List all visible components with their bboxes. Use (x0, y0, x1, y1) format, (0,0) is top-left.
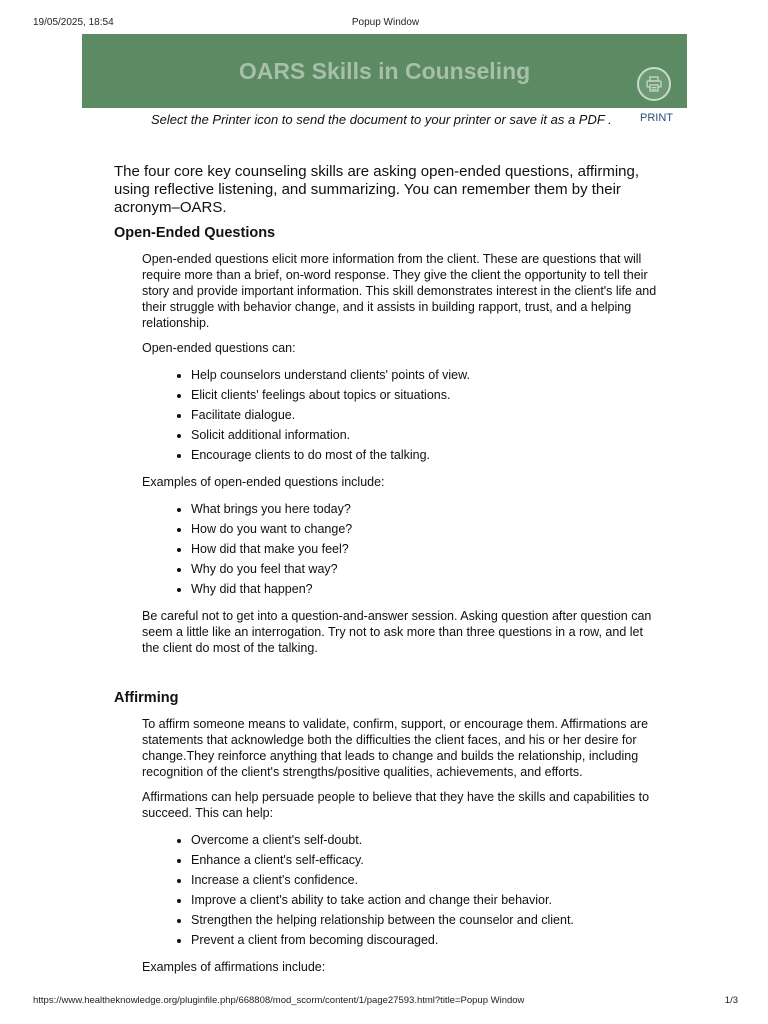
paragraph: Examples of affirmations include: (142, 960, 326, 974)
paragraph: Affirmations can help persuade people to believe that they have the skills and capabilities to succeed. This can help: (142, 790, 650, 820)
page-title: OARS Skills in Counseling (238, 58, 531, 84)
list-item: • Strengthen the helping relationship between the counselor and client. (191, 910, 659, 930)
list-item: • Why do you feel that way? (191, 559, 659, 579)
intro-paragraph: The four core key counseling skills are asking open-ended questions, affirming, using reflective listening, and summarizing. You can remember them by their acronym–OARS. (114, 163, 640, 216)
list-item: • Encourage clients to do most of the talking. (191, 445, 659, 465)
list-item: • Enhance a client's self-efficacy. (191, 850, 659, 870)
print-instruction: Select the Printer icon to send the document to your printer or save it as a PDF . (151, 112, 612, 127)
list-item: • Elicit clients' feelings about topics or situations. (191, 385, 659, 405)
print-link[interactable]: PRINT (640, 112, 673, 124)
list-item: • How did that make you feel? (191, 539, 659, 559)
list-item: • How do you want to change? (191, 519, 659, 539)
print-header (33, 17, 738, 31)
list-item: • Facilitate dialogue. (191, 405, 659, 425)
paragraph: Examples of open-ended questions include: (142, 475, 385, 489)
bullet-list (142, 499, 659, 599)
section-heading-affirming: Affirming (114, 690, 179, 706)
article-content (114, 163, 659, 984)
list-item: • Prevent a client from becoming discouraged. (191, 930, 659, 950)
list-item: • Overcome a client's self-doubt. (191, 830, 659, 850)
list-item: • Increase a client's confidence. (191, 870, 659, 890)
printer-button[interactable] (637, 67, 671, 101)
list-item: • Improve a client's ability to take action and change their behavior. (191, 890, 659, 910)
print-datetime: 19/05/2025, 18:54 (33, 17, 114, 28)
paragraph: Open-ended questions can: (142, 341, 296, 355)
bullet-list (142, 365, 659, 465)
print-page-title: Popup Window (351, 17, 420, 28)
section-heading-open-ended: Open-Ended Questions (114, 225, 276, 241)
section-affirming (114, 716, 659, 975)
page-number: 1/3 (724, 995, 738, 1006)
list-item: • What brings you here today? (191, 499, 659, 519)
print-footer (33, 995, 738, 1006)
title-banner (82, 34, 687, 108)
paragraph: Open-ended questions elicit more information from the client. These are questions that will require more than a brief, on-word response. They give the client the opportunity to tell their story and provide important information. This skill demonstrates interest in the client's life and their struggle with behavior change, and it assists in building rapport, trust, and a helping relationship. (142, 252, 657, 330)
list-item: • Why did that happen? (191, 579, 659, 599)
printer-icon (646, 76, 662, 92)
paragraph: Be careful not to get into a question-and-answer session. Asking question after question can seem a little like an interrogation. Try not to ask more than three questions in a row, and let the client do most of the talking. (142, 609, 652, 655)
list-item: • Solicit additional information. (191, 425, 659, 445)
list-item: • Help counselors understand clients' points of view. (191, 365, 659, 385)
paragraph: To affirm someone means to validate, confirm, support, or encourage them. Affirmations are statements that acknowledge both the difficulties the client faces, and his or her desire for change.They reinforce anything that leads to change and builds the relationship, including recognition of the client's strengths/positive qualities, achievements, and efforts. (142, 717, 649, 779)
page-url: https://www.healtheknowledge.org/pluginfile.php/668808/mod_scorm/content/1/page27593.html?title=Popup Window (33, 995, 525, 1006)
section-open-ended (114, 251, 659, 656)
bullet-list (142, 830, 659, 950)
